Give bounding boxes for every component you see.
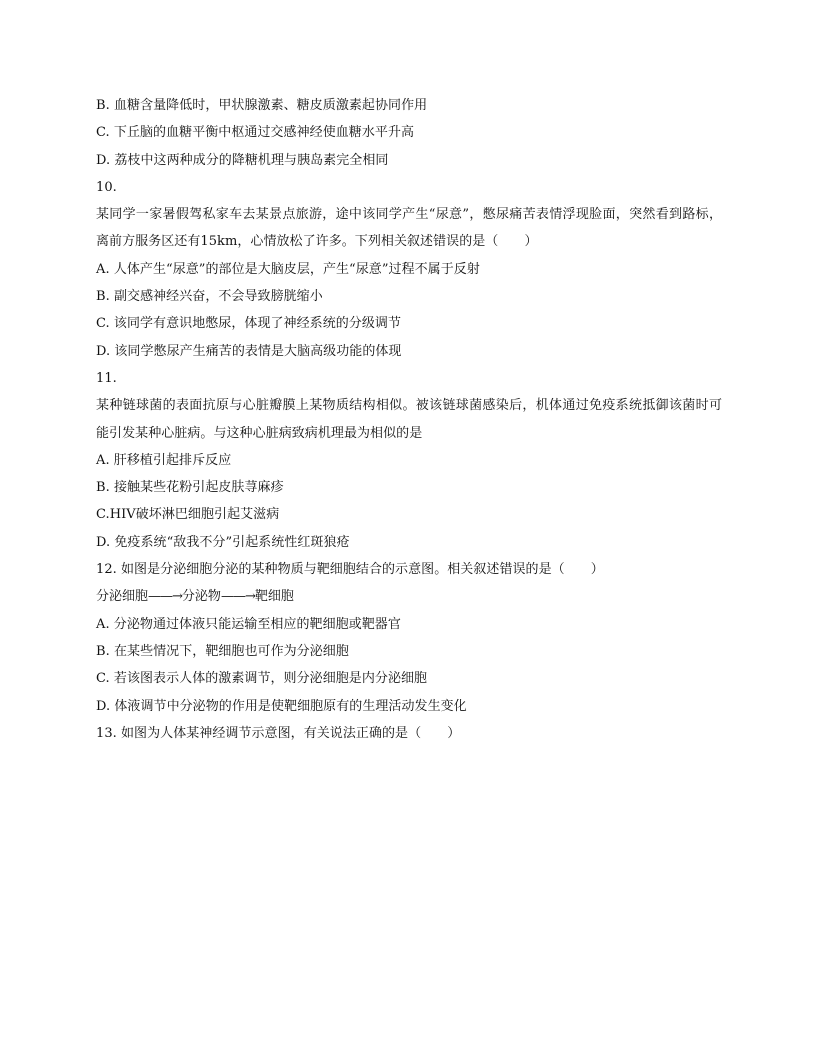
q9-option-b: B. 血糖含量降低时，甲状腺激素、糖皮质激素起协同作用 — [96, 98, 428, 113]
q12-option-a: A. 分泌物通过体液只能运输至相应的靶细胞或靶器官 — [96, 616, 401, 632]
q11-stem: 某种链球菌的表面抗原与心脏瓣膜上某物质结构相似。被该链球菌感染后，机体通过免疫系统抵御该菌时可能引发某种心脏病。与这种心脏病致病机理最为相似的是 — [96, 398, 722, 441]
q9-option-d: D. 荔枝中这两种成分的降糖机理与胰岛素完全相同 — [96, 152, 389, 168]
q11-number: 11. — [96, 370, 117, 386]
q10-number: 10. — [96, 179, 117, 195]
flow-node-secretory-cell: 分泌细胞 — [96, 589, 149, 605]
q11-option-a: A. 肝移植引起排斥反应 — [96, 452, 232, 468]
q13-stem: 13. 如图为人体某神经调节示意图，有关说法正确的是（ ） — [96, 725, 461, 741]
q12-option-d: D. 体液调节中分泌物的作用是使靶细胞原有的生理活动发生变化 — [96, 698, 467, 714]
q10-option-a: A. 人体产生“尿意”的部位是大脑皮层，产生“尿意”过程不属于反射 — [96, 261, 480, 277]
flow-arrow-2: ——→ — [220, 589, 255, 605]
q9-option-c: C. 下丘脑的血糖平衡中枢通过交感神经使血糖水平升高 — [96, 125, 415, 141]
q10-option-c: C. 该同学有意识地憋尿，体现了神经系统的分级调节 — [96, 316, 401, 332]
q10-stem: 某同学一家暑假驾私家车去某景点旅游，途中该同学产生“尿意”，憋尿痛苦表情浮现脸面，突然看到路标，离前方服务区还有15km，心情放松了许多。下列相关叙述错误的是（ ） — [96, 207, 722, 250]
q12-option-b: B. 在某些情况下，靶细胞也可作为分泌细胞 — [96, 643, 349, 659]
page-content — [96, 92, 722, 747]
flow-node-secretion: 分泌物 — [181, 589, 221, 605]
flow-arrow-1: ——→ — [148, 589, 182, 605]
q11-option-b: B. 接触某些花粉引起皮肤荨麻疹 — [96, 480, 284, 496]
q12-flow-diagram — [96, 583, 722, 610]
q10-option-d: D. 该同学憋尿产生痛苦的表情是大脑高级功能的体现 — [96, 343, 402, 359]
q10-option-b: B. 副交感神经兴奋，不会导致膀胱缩小 — [96, 289, 323, 305]
q11-option-d: D. 免疫系统“敌我不分”引起系统性红斑狼疮 — [96, 534, 350, 550]
q12-option-c: C. 若该图表示人体的激素调节，则分泌细胞是内分泌细胞 — [96, 671, 428, 687]
q12-stem: 12. 如图是分泌细胞分泌的某种物质与靶细胞结合的示意图。相关叙述错误的是（ ） — [96, 562, 604, 578]
q11-option-c: C.HIV破坏淋巴细胞引起艾滋病 — [96, 507, 280, 523]
flow-node-target-cell: 靶细胞 — [254, 589, 294, 605]
